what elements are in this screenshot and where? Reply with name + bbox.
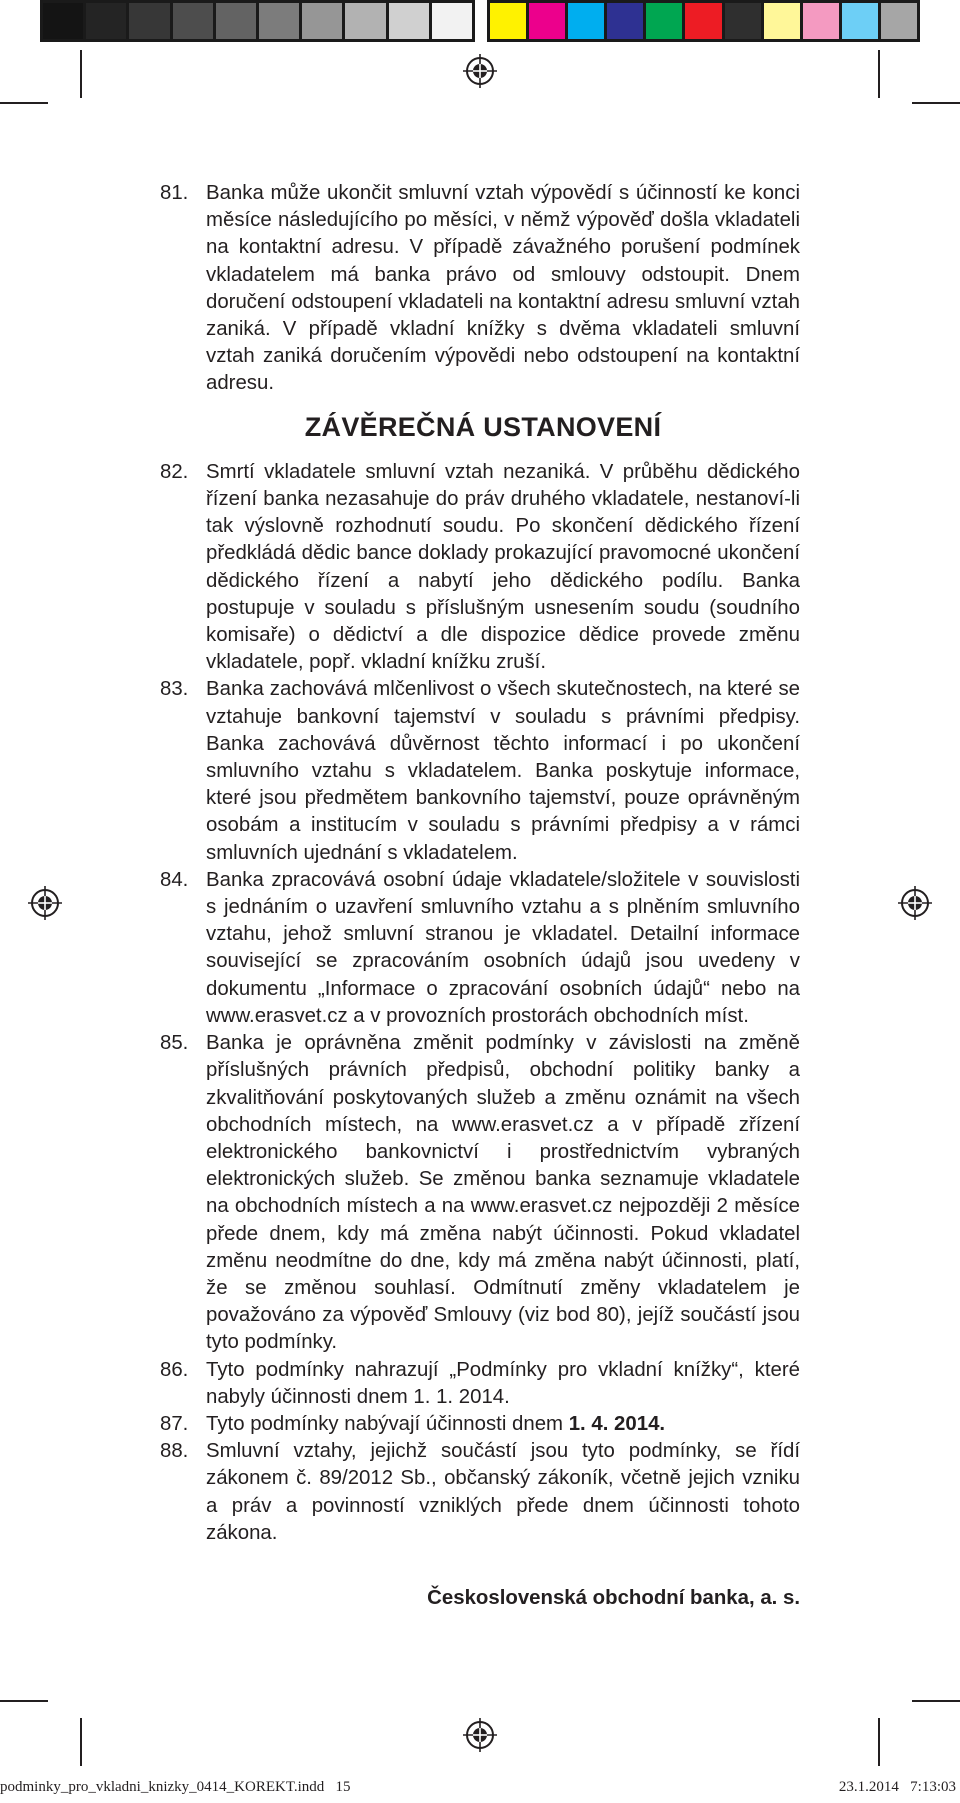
item-number: 88.: [160, 1440, 189, 1463]
color-swatch: [43, 3, 86, 39]
crop-mark: [0, 102, 48, 104]
item-text-lead: Tyto podmínky nabývají účinnosti dnem: [206, 1412, 569, 1435]
color-swatch: [725, 3, 764, 39]
document-body: [160, 180, 800, 1612]
list-item: [160, 1438, 800, 1547]
color-swatch: [86, 3, 129, 39]
list-item: [160, 676, 800, 866]
color-swatch: [842, 3, 881, 39]
item-number: 86.: [160, 1358, 189, 1381]
color-swatch: [216, 3, 259, 39]
color-swatch: [529, 3, 568, 39]
color-swatch: [490, 3, 529, 39]
registration-target-icon: [898, 886, 932, 920]
item-text: Banka může ukončit smluvní vztah výpovědí s účinností ke konci měsíce následujícího po měsíci, v němž výpověď došla vkladateli na kontaktní adresu. V případě závažného porušení podmínek vkladatelem má banka právo od smlouvy odstoupit. Dnem doručení odstoupení vkladateli na kontaktní adresu smluvní vztah zaniká. V případě vkladní knížky s dvěma vkladateli smluvní vztah zaniká doručením výpovědi nebo odstoupení na kontaktní adresu.: [206, 182, 800, 395]
item-number: 87.: [160, 1412, 189, 1435]
color-swatch: [568, 3, 607, 39]
color-swatch: [764, 3, 803, 39]
list-item: [160, 1411, 800, 1438]
item-text: Banka zachovává mlčenlivost o všech skutečnostech, na které se vztahuje bankovní tajemství v souladu s právními předpisy. Banka zachovává důvěrnost těchto informací i po ukončení smluvního vztahu s vkladatelem. Banka poskytuje informace, které jsou předmětem bankovního tajemství, pouze oprávněným osobám a institucím v souladu s právními předpisy a v rámci smluvních ujednání s vkladatelem.: [206, 678, 800, 864]
item-text: Smluvní vztahy, jejichž součástí jsou tyto podmínky, se řídí zákonem č. 89/2012 Sb., občanský zákoník, včetně jejich vzniku a práv a povinností vzniklých přede dnem účinnosti tohoto zákona.: [206, 1440, 800, 1544]
crop-mark: [878, 50, 880, 98]
color-swatch: [803, 3, 842, 39]
item-text: Banka zpracovává osobní údaje vkladatele/složitele v souvislosti s jednáním o uzavření smluvního vztahu a s plněním smluvního vztahu, jehož smluvní stranou je vkladatel. Detailní informace související se zpracováním osobních údajů jsou uvedeny v dokumentu „Informace o zpracování osobních údajů“ nebo na www.erasvet.cz a v provozních prostorách obchodních míst.: [206, 868, 800, 1027]
crop-mark: [912, 102, 960, 104]
item-number: 85.: [160, 1032, 189, 1055]
color-calibration-bar: [487, 0, 920, 42]
color-swatch: [685, 3, 724, 39]
registration-target-icon: [463, 1718, 497, 1752]
item-number: 84.: [160, 868, 189, 891]
item-text: Smrtí vkladatele smluvní vztah nezaniká. V průběhu dědického řízení banka nezasahuje do práv druhého vkladatele, nestanoví-li tak výslovně rozhodnutí soudu. Po skončení dědického řízení předkládá dědic bance doklady prokazující pravomocné ukončení dědického řízení a nabytí jeho dědického podílu. Banka postupuje v souladu s příslušným usnesením soudu (soudního komisaře) o dědictví a dle dispozice dědice provede změnu vkladatele, popř. vkladní knížku zruší.: [206, 460, 800, 674]
item-text: Banka je oprávněna změnit podmínky v závislosti na změně příslušných právních předpisů, obchodní politiky banky a zkvalitňování poskytovaných služeb a změnu oznámit na všech obchodních místech, na www.erasvet.cz a v případě zřízení elektronického bankovnictví i prostřednictvím vybraných elektronických služeb. Se změnou banka seznamuje vkladatele na obchodních místech a na www.erasvet.cz nejpozději 2 měsíce přede dnem, kdy má změna nabýt účinnosti. Pokud vkladatel změnu neodmítne do dne, kdy má změna nabýt účinnosti, platí, že se změnou souhlasí. Odmítnutí změny vkladatelem je považováno za výpověď Smlouvy (viz bod 80), jejíž součástí jsou tyto podmínky.: [206, 1032, 800, 1354]
list-item: [160, 1030, 800, 1356]
crop-mark: [878, 1718, 880, 1766]
item-number: 81.: [160, 182, 189, 204]
color-swatch: [129, 3, 172, 39]
color-swatch: [646, 3, 685, 39]
color-swatch: [173, 3, 216, 39]
item-text: Tyto podmínky nahrazují „Podmínky pro vkladní knížky“, které nabyly účinnosti dnem 1. 1. 2014.: [206, 1358, 800, 1408]
list-item: [160, 459, 800, 677]
list-item: [160, 1357, 800, 1411]
crop-mark: [0, 1700, 48, 1702]
section-heading: ZÁVĚREČNÁ USTANOVENÍ: [304, 411, 662, 442]
item-text: [206, 1411, 800, 1438]
crop-mark: [80, 1718, 82, 1766]
list-item: [160, 867, 800, 1030]
effective-date: 1. 4. 2014.: [568, 1412, 666, 1435]
slug-filename: podminky_pro_vkladni_knizky_0414_KOREKT.indd 15: [0, 1779, 351, 1795]
signature-bank-name: Československá obchodní banka, a. s.: [427, 1586, 800, 1609]
slug-datetime: 23.1.2014 7:13:03: [838, 1779, 956, 1795]
color-swatch: [432, 3, 472, 39]
registration-target-icon: [463, 54, 497, 88]
crop-mark: [912, 1700, 960, 1702]
item-number: 82.: [160, 460, 189, 483]
registration-target-icon: [28, 886, 62, 920]
color-swatch: [389, 3, 432, 39]
color-swatch: [302, 3, 345, 39]
color-swatch: [881, 3, 917, 39]
color-swatch: [607, 3, 646, 39]
color-swatch: [345, 3, 388, 39]
color-swatch: [259, 3, 302, 39]
list-item: [160, 180, 800, 398]
grayscale-calibration-bar: [40, 0, 475, 42]
crop-mark: [80, 50, 82, 98]
item-number: 83.: [160, 678, 189, 701]
